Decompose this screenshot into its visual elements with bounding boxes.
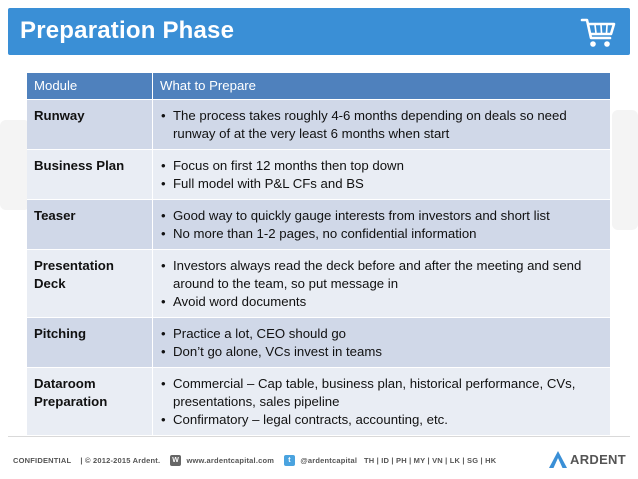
bullet-item: • Practice a lot, CEO should go: [160, 325, 603, 343]
preparation-table: [27, 73, 611, 435]
bullet-item: • Investors always read the deck before and after the meeting and send around to the team, so put message in: [160, 257, 603, 293]
table-row: [27, 200, 611, 250]
ardent-logo-mark-icon: [548, 450, 568, 470]
module-cell: Teaser: [27, 200, 153, 250]
table-row: [27, 100, 611, 150]
bullet-item: • Avoid word documents: [160, 293, 603, 311]
prepare-cell: [153, 250, 611, 318]
page-title: Preparation Phase: [20, 17, 235, 44]
confidential-label: CONFIDENTIAL: [13, 456, 72, 465]
bullet-item: • Commercial – Cap table, business plan, historical performance, CVs, presentations, sales pipeline: [160, 375, 603, 411]
bullet-item: • Full model with P&L CFs and BS: [160, 175, 603, 193]
footer: [13, 455, 496, 466]
prepare-cell: [153, 100, 611, 150]
column-header-module: Module: [27, 73, 153, 100]
twitter-handle[interactable]: @ardentcapital: [300, 456, 358, 465]
module-cell: Presentation Deck: [27, 250, 153, 318]
module-cell: Pitching: [27, 318, 153, 368]
logo-text: ARDENT: [570, 452, 626, 467]
website-icon: W: [170, 455, 181, 466]
twitter-icon: t: [284, 455, 295, 466]
bullet-item: • Focus on first 12 months then top down: [160, 157, 603, 175]
module-cell: Business Plan: [27, 150, 153, 200]
bullet-item: • Confirmatory – legal contracts, accounting, etc.: [160, 411, 603, 429]
table-header-row: [27, 73, 611, 100]
bullet-item: • Don’t go alone, VCs invest in teams: [160, 343, 603, 361]
website-link[interactable]: www.ardentcapital.com: [186, 456, 275, 465]
column-header-what-to-prepare: What to Prepare: [153, 73, 611, 100]
country-list: TH | ID | PH | MY | VN | LK | SG | HK: [363, 456, 497, 465]
copyright-text: | © 2012-2015 Ardent.: [80, 456, 161, 465]
prepare-cell: [153, 200, 611, 250]
footer-divider: [8, 436, 630, 437]
table-row: [27, 318, 611, 368]
prepare-cell: [153, 318, 611, 368]
ardent-logo: [548, 450, 628, 470]
title-bar: [8, 8, 630, 55]
prepare-cell: [153, 368, 611, 436]
table-row: [27, 368, 611, 436]
background-decoration: [0, 120, 30, 210]
bullet-item: • The process takes roughly 4-6 months depending on deals so need runway of at the very least 6 months when start: [160, 107, 603, 143]
prepare-cell: [153, 150, 611, 200]
module-cell: Runway: [27, 100, 153, 150]
table-row: [27, 150, 611, 200]
background-decoration: [612, 110, 638, 230]
bullet-item: • No more than 1-2 pages, no confidential information: [160, 225, 603, 243]
module-cell: Dataroom Preparation: [27, 368, 153, 436]
table-row: [27, 250, 611, 318]
shopping-cart-icon: [576, 11, 620, 53]
bullet-item: • Good way to quickly gauge interests from investors and short list: [160, 207, 603, 225]
